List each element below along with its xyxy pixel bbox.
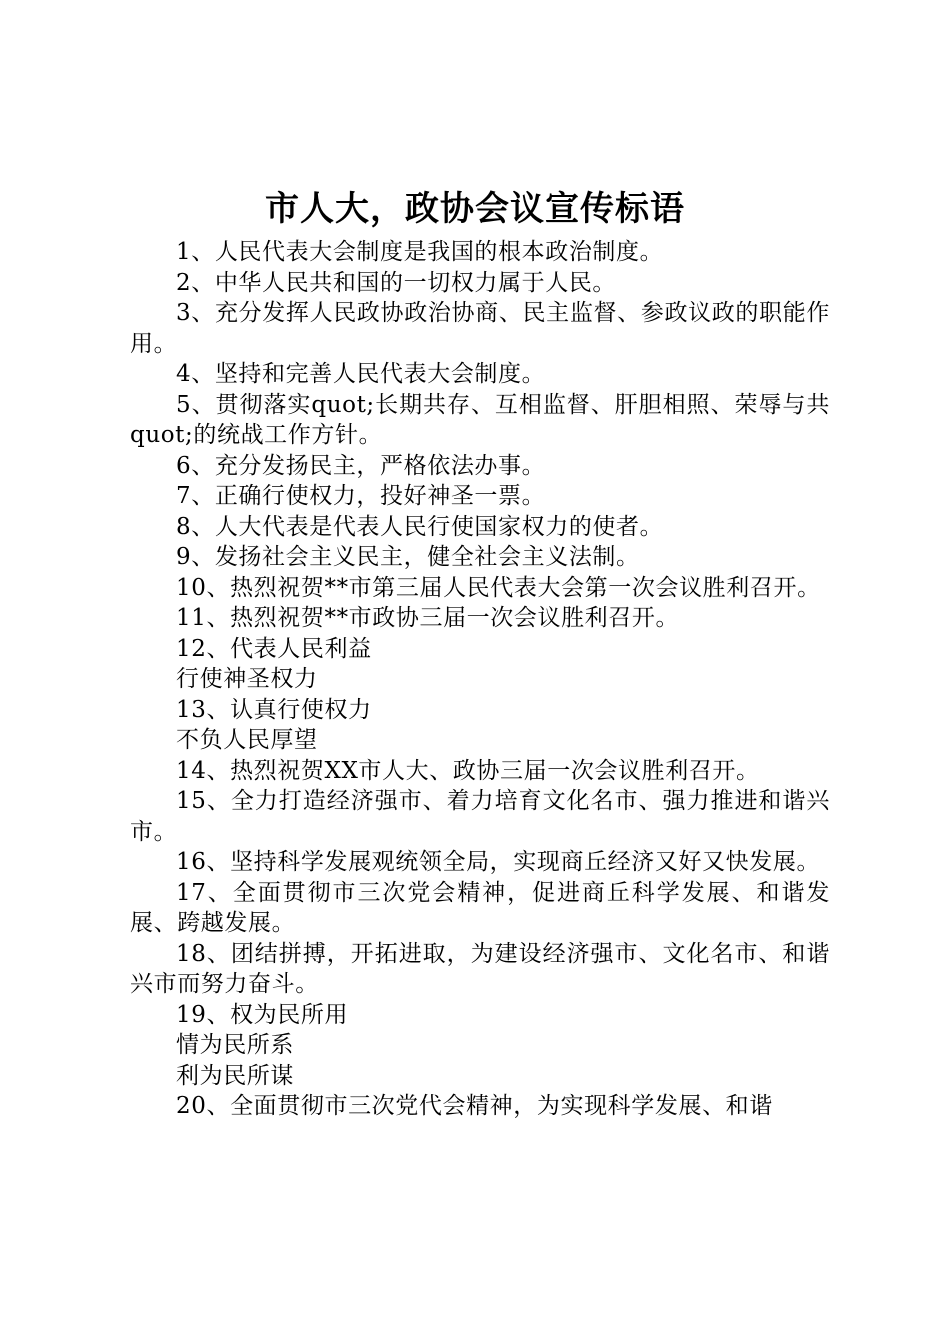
paragraph: 7、正确行使权力，投好神圣一票。 bbox=[176, 483, 546, 509]
paragraph: 行使神圣权力 bbox=[176, 666, 318, 692]
paragraph: 1、人民代表大会制度是我国的根本政治制度。 bbox=[176, 239, 664, 265]
paragraph: 利为民所谋 bbox=[176, 1062, 294, 1089]
paragraph: 20、全面贯彻市三次党代会精神，为实现科学发展、和谐 bbox=[176, 1093, 773, 1119]
paragraph: 16、坚持科学发展观统领全局，实现商丘经济又好又快发展。 bbox=[176, 849, 821, 875]
document-title: 市人大，政协会议宣传标语 bbox=[265, 189, 685, 229]
paragraph: 6、充分发扬民主，严格依法办事。 bbox=[176, 452, 546, 479]
paragraph: 11、热烈祝贺**市政协三届一次会议胜利召开。 bbox=[176, 605, 680, 631]
paragraph: 19、权为民所用 bbox=[176, 1001, 349, 1028]
paragraph: 13、认真行使权力 bbox=[176, 696, 372, 723]
paragraph: 3、充分发挥人民政协政治协商、民主监督、参政议政的职能作用。 bbox=[130, 300, 830, 357]
paragraph: 不负人民厚望 bbox=[176, 727, 318, 753]
paragraph: 14、热烈祝贺XX市人大、政协三届一次会议胜利召开。 bbox=[176, 757, 760, 784]
paragraph: 17、全面贯彻市三次党会精神，促进商丘科学发展、和谐发展、跨越发展。 bbox=[130, 879, 830, 936]
paragraph: 15、全力打造经济强市、着力培育文化名市、强力推进和谐兴市。 bbox=[130, 788, 830, 845]
paragraph: 8、人大代表是代表人民行使国家权力的使者。 bbox=[176, 513, 664, 540]
document-body bbox=[130, 237, 830, 1122]
paragraph: 9、发扬社会主义民主，健全社会主义法制。 bbox=[176, 544, 640, 570]
paragraph: 10、热烈祝贺**市第三届人民代表大会第一次会议胜利召开。 bbox=[176, 574, 821, 601]
paragraph: 18、团结拼搏，开拓进取，为建设经济强市、文化名市、和谐兴市而努力奋斗。 bbox=[130, 940, 830, 997]
paragraph: 12、代表人民利益 bbox=[176, 635, 372, 662]
paragraph: 4、坚持和完善人民代表大会制度。 bbox=[176, 361, 546, 387]
paragraph: 5、贯彻落实quot;长期共存、互相监督、肝胆相照、荣辱与共quot;的统战工作方针。 bbox=[130, 391, 830, 448]
paragraph: 情为民所系 bbox=[176, 1032, 294, 1058]
paragraph: 2、中华人民共和国的一切权力属于人民。 bbox=[176, 269, 617, 296]
